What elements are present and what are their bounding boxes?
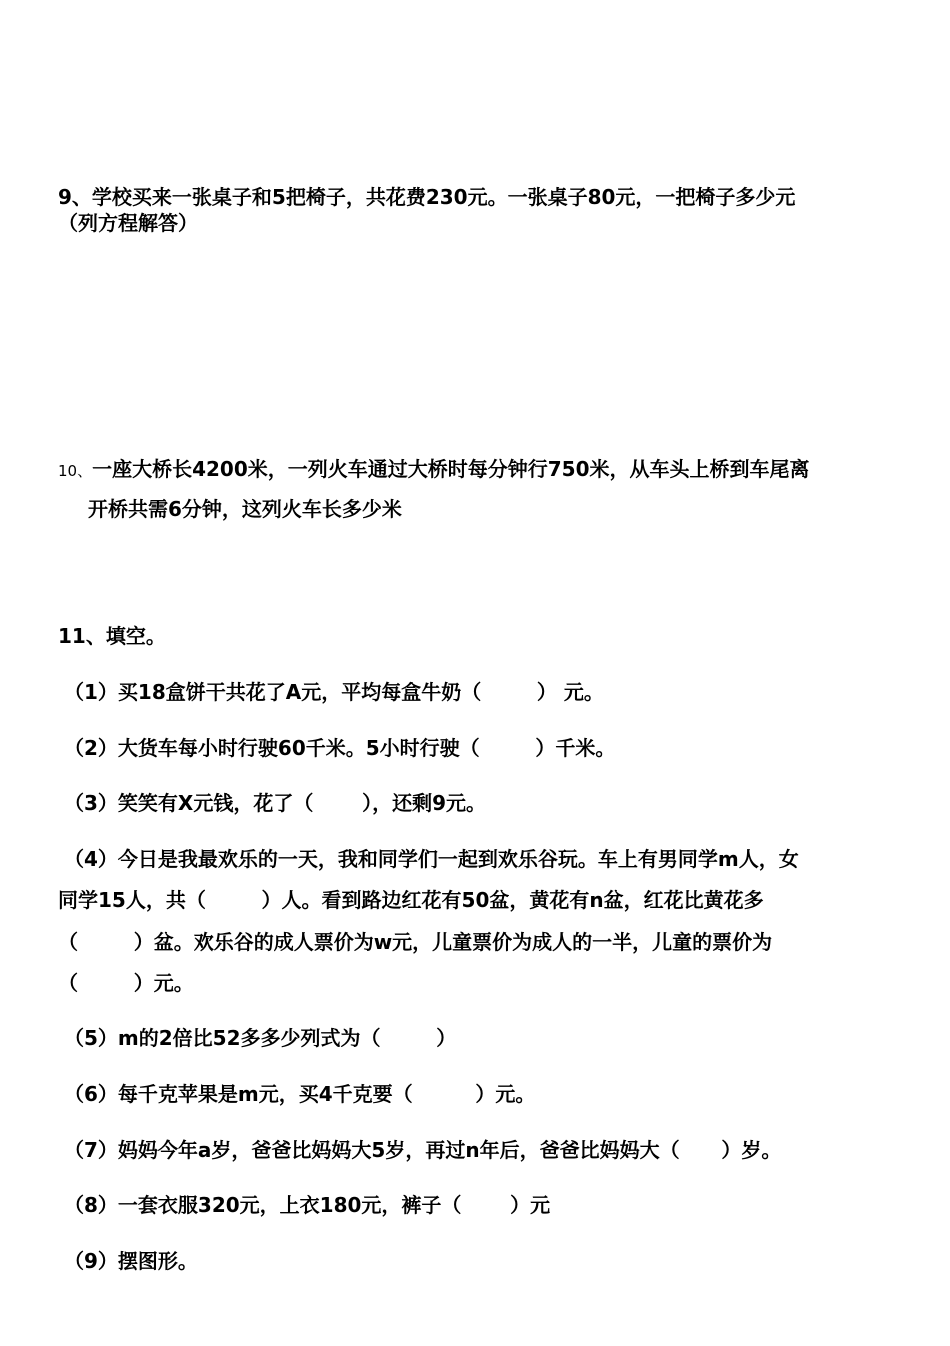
q11-item-9: （9）摆图形。 <box>64 1249 198 1273</box>
q11-item-6: （6）每千克苹果是m元，买4千克要（ ）元。 <box>64 1082 536 1106</box>
q11-item-1: （1）买18盒饼干共花了A元，平均每盒牛奶（ ） 元。 <box>64 680 604 704</box>
q10-line-1 <box>58 457 810 483</box>
q10-line-1-text: 一座大桥长4200米，一列火车通过大桥时每分钟行750米，从车头上桥到车尾离 <box>92 457 810 481</box>
q9-line-2: （列方程解答） <box>58 211 198 235</box>
q11-item-4-line-1: （4）今日是我最欢乐的一天，我和同学们一起到欢乐谷玩。车上有男同学m人，女 <box>64 847 799 871</box>
q11-item-7: （7）妈妈今年a岁，爸爸比妈妈大5岁，再过n年后，爸爸比妈妈大（ ）岁。 <box>64 1138 782 1162</box>
q10-number: 10、 <box>58 462 93 480</box>
q11-item-4-line-2: 同学15人，共（ ）人。看到路边红花有50盆，黄花有n盆，红花比黄花多 <box>58 888 764 912</box>
q11-item-4-line-3: （ ）盆。欢乐谷的成人票价为w元，儿童票价为成人的一半，儿童的票价为 <box>58 930 773 954</box>
q11-item-2: （2）大货车每小时行驶60千米。5小时行驶（ ）千米。 <box>64 736 616 760</box>
q9-line-1: 9、学校买来一张桌子和5把椅子，共花费230元。一张桌子80元，一把椅子多少元 <box>58 185 796 209</box>
q11-item-3: （3）笑笑有X元钱，花了（ ），还剩9元。 <box>64 791 486 815</box>
q11-title: 11、填空。 <box>58 624 166 648</box>
q11-item-5: （5）m的2倍比52多多少列式为（ ） <box>64 1026 457 1050</box>
q11-item-4-line-4: （ ）元。 <box>58 971 194 995</box>
q11-item-8: （8）一套衣服320元，上衣180元，裤子（ ）元 <box>64 1193 551 1217</box>
q10-line-2: 开桥共需6分钟，这列火车长多少米 <box>88 497 402 521</box>
